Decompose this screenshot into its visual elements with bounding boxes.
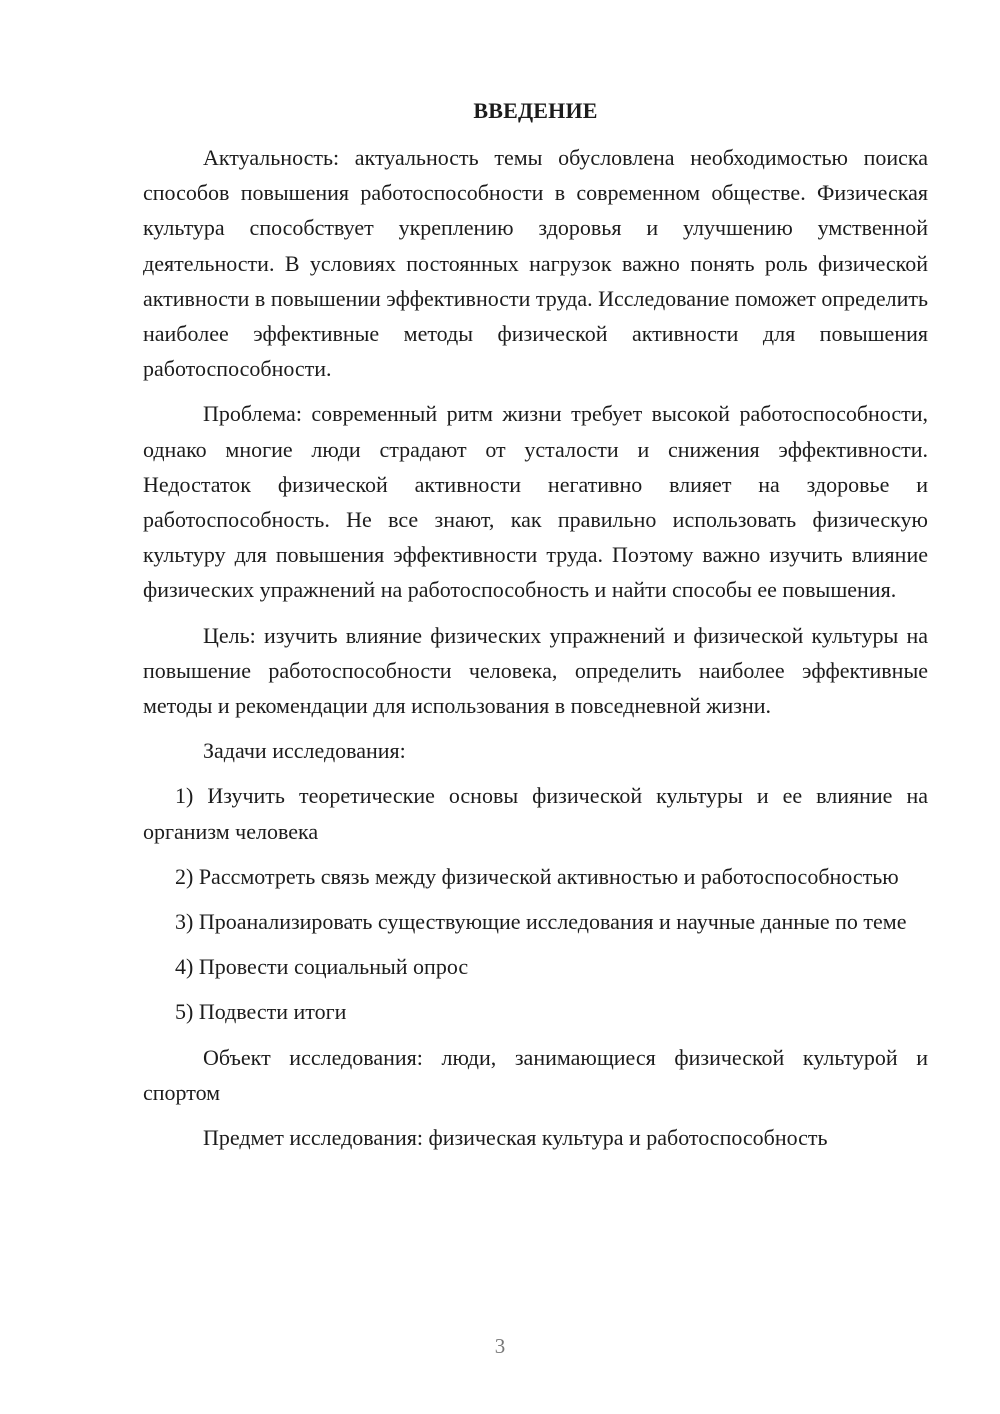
problem-paragraph: Проблема: современный ритм жизни требует высокой работоспособности, однако многие люди страдают от усталости и снижения эффективности. Недостаток физической активности негативно влияет на здоровье и работоспособность. Не все знают, как правильно использовать физическую культуру для повышения эффективности труда. Поэтому важно изучить влияние физических упражнений на работоспособность и найти способы ее повышения. bbox=[143, 401, 928, 603]
page-number: 3 bbox=[494, 1334, 506, 1358]
relevance-paragraph: Актуальность: актуальность темы обусловлена необходимостью поиска способов повышения работоспособности в современном обществе. Физическая культура способствует укреплению здоровья и улучшению умственной деятельности. В условиях постоянных нагрузок важно понять роль физической активности в повышении эффективности труда. Исследование поможет определить наиболее эффективные методы физической активности для повышения работоспособности. bbox=[143, 145, 928, 382]
task-item-5: 5) Подвести итоги bbox=[175, 999, 347, 1025]
section-heading: ВВЕДЕНИЕ bbox=[473, 98, 598, 123]
task-item-4: 4) Провести социальный опрос bbox=[175, 954, 469, 980]
goal-paragraph: Цель: изучить влияние физических упражнений и физической культуры на повышение работоспособности человека, определить наиболее эффективные методы и рекомендации для использования в повседневной жизни. bbox=[143, 622, 928, 719]
subject-paragraph: Предмет исследования: физическая культура и работоспособность bbox=[203, 1125, 828, 1151]
task-item-2: 2) Рассмотреть связь между физической активностью и работоспособностью bbox=[175, 863, 899, 889]
tasks-heading: Задачи исследования: bbox=[203, 738, 406, 764]
task-item-1: 1) Изучить теоретические основы физической культуры и ее влияние на организм человека bbox=[143, 783, 928, 844]
task-item-3: 3) Проанализировать существующие исследования и научные данные по теме bbox=[175, 909, 907, 935]
document-page bbox=[143, 96, 928, 1165]
object-paragraph: Объект исследования: люди, занимающиеся физической культурой и спортом bbox=[143, 1044, 928, 1105]
